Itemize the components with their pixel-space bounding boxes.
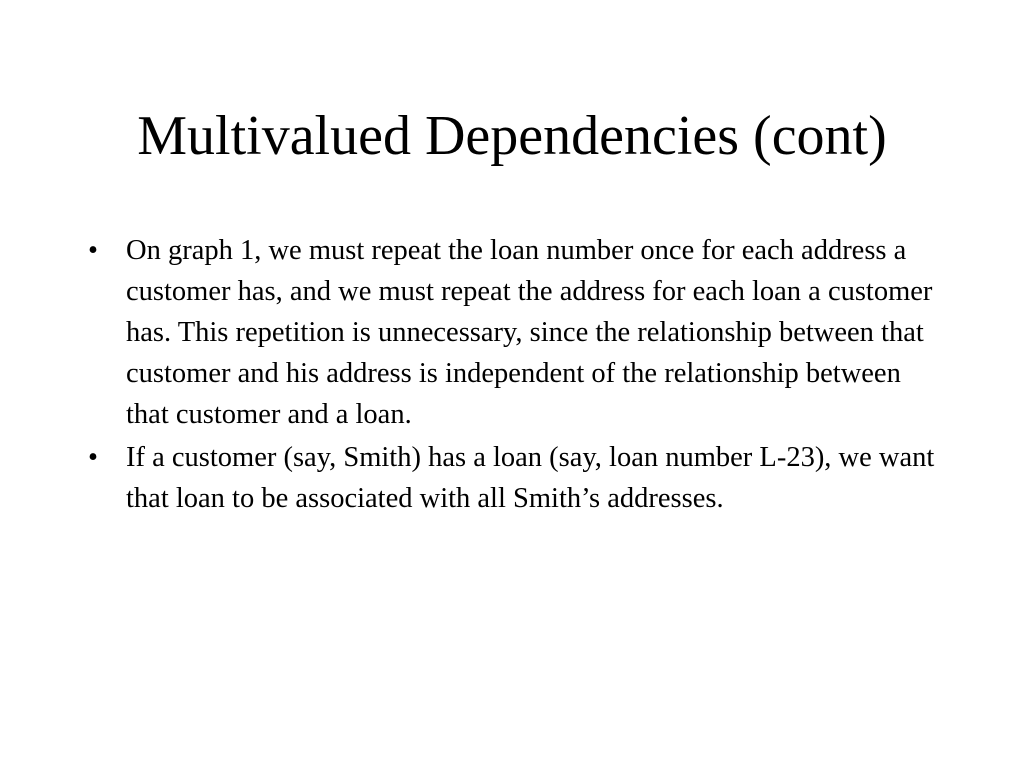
bullet-text: On graph 1, we must repeat the loan number once for each address a customer has, and we must repeat the address for each loan a customer has. This repetition is unnecessary, since the relationship between that customer and his address is independent of the relationship between that customer and a loan. xyxy=(126,235,933,430)
bullet-text: If a customer (say, Smith) has a loan (say, loan number L-23), we want that loan to be associated with all Smith’s addresses. xyxy=(126,442,935,514)
slide-title: Multivalued Dependencies (cont) xyxy=(137,105,887,167)
bullet-item-2 xyxy=(78,437,948,519)
bullet-marker: • xyxy=(88,235,98,266)
bullet-marker: • xyxy=(88,442,98,473)
bullet-list xyxy=(78,230,948,521)
bullet-item-1 xyxy=(78,230,948,435)
